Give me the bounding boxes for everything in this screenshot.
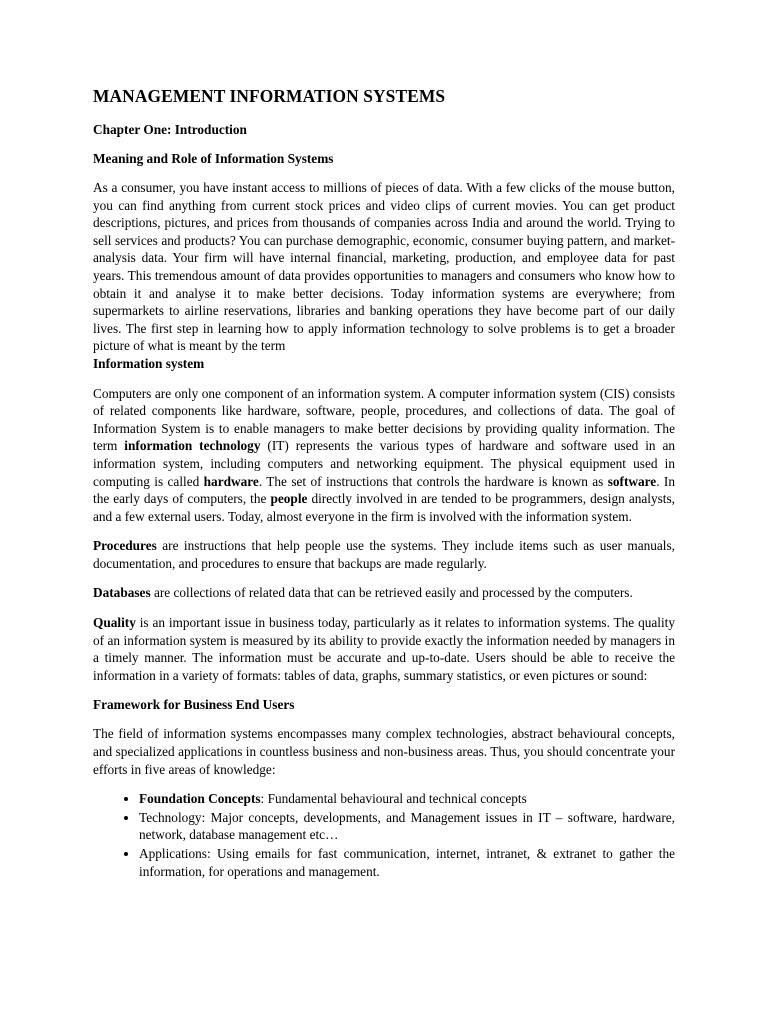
term-procedures: Procedures — [93, 538, 157, 554]
document-page — [93, 86, 675, 881]
paragraph-framework: The field of information systems encompasses many complex technologies, abstract behavioural concepts, and specialized applications in countless business and non-business areas. Thus, you should concentrate your efforts in five areas of knowledge: — [93, 726, 675, 777]
paragraph-quality — [93, 614, 675, 684]
term-people: people — [270, 491, 308, 507]
section-heading-meaning-role: Meaning and Role of Information Systems — [93, 151, 334, 166]
list-item-text: Applications: Using emails for fast communication, internet, intranet, & extranet to gather the information, for operations and management. — [139, 846, 675, 879]
paragraph-components — [93, 385, 675, 526]
list-item-text: Technology: Major concepts, developments, and Management issues in IT – software, hardware, network, database management etc… — [139, 809, 675, 843]
components-text-4: . In the early days of computers, the — [93, 473, 675, 507]
list-item-text: : Fundamental behavioural and technical concepts — [260, 791, 527, 807]
term-software: software — [607, 473, 657, 489]
chapter-heading: Chapter One: Introduction — [93, 122, 247, 137]
term-hardware: hardware — [203, 473, 259, 489]
quality-text: is an important issue in business today, particularly as it relates to information systems. The quality of an information system is measured by its ability to provide exactly the information needed by managers in a timely manner. The information must be accurate and up-to-date. Users should be able to receive the information in a variety of formats: tables of data, graphs, summary statistics, or even pictures or sound: — [93, 615, 675, 683]
list-item-bold: Foundation Concepts — [139, 791, 261, 807]
paragraph-databases — [93, 584, 675, 602]
procedures-text: are instructions that help people use the systems. They include items such as user manuals, documentation, and procedures to ensure that backups are made regularly. — [93, 538, 675, 571]
document-title: MANAGEMENT INFORMATION SYSTEMS — [93, 86, 446, 106]
term-information-system: Information system — [93, 355, 205, 371]
list-item — [139, 809, 675, 844]
section-heading-framework: Framework for Business End Users — [93, 697, 295, 713]
knowledge-areas-list — [93, 790, 675, 880]
components-text-5: directly involved in are tended to be programmers, design analysts, and a few external users. Today, almost everyone in the firm is involved with the information system. — [93, 491, 675, 524]
paragraph-intro-text: As a consumer, you have instant access to millions of pieces of data. With a few clicks of the mouse button, you can find anything from current stock prices and video clips of current movies. You can get product descriptions, pictures, and prices from thousands of companies across India and around the world. Trying to sell services and products? You can purchase demographic, economic, consumer buying pattern, and market-analysis data. Your firm will have internal financial, marketing, production, and employee data for past years. This tremendous amount of data provides opportunities to managers and consumers who know how to obtain it and analyse it to make better decisions. Today information systems are everywhere; from supermarkets to airline reservations, libraries and banking operations they have become part of our daily lives. The first step in learning how to apply information technology to solve problems is to get a broader picture of what is meant by the term — [93, 180, 675, 354]
databases-text: are collections of related data that can be retrieved easily and processed by the computers. — [153, 585, 633, 601]
components-text-1: Computers are only one component of an information system. A computer information system (CIS) consists of related components like hardware, software, people, procedures, and collections of data. The goal of Information System is to enable managers to make better decisions by providing quality information. The term — [93, 385, 675, 454]
term-databases: Databases — [93, 585, 151, 601]
term-information-technology: information technology — [124, 438, 261, 454]
components-text-2: (IT) represents the various types of hardware and software used in an information system, including computers and networking equipment. The physical equipment used in computing is called — [93, 438, 676, 489]
list-item — [139, 845, 675, 880]
list-item — [139, 790, 675, 808]
paragraph-intro — [93, 179, 675, 373]
components-text-3: . The set of instructions that controls the hardware is known as — [258, 473, 604, 489]
paragraph-procedures — [93, 537, 675, 572]
term-quality: Quality — [93, 615, 136, 631]
